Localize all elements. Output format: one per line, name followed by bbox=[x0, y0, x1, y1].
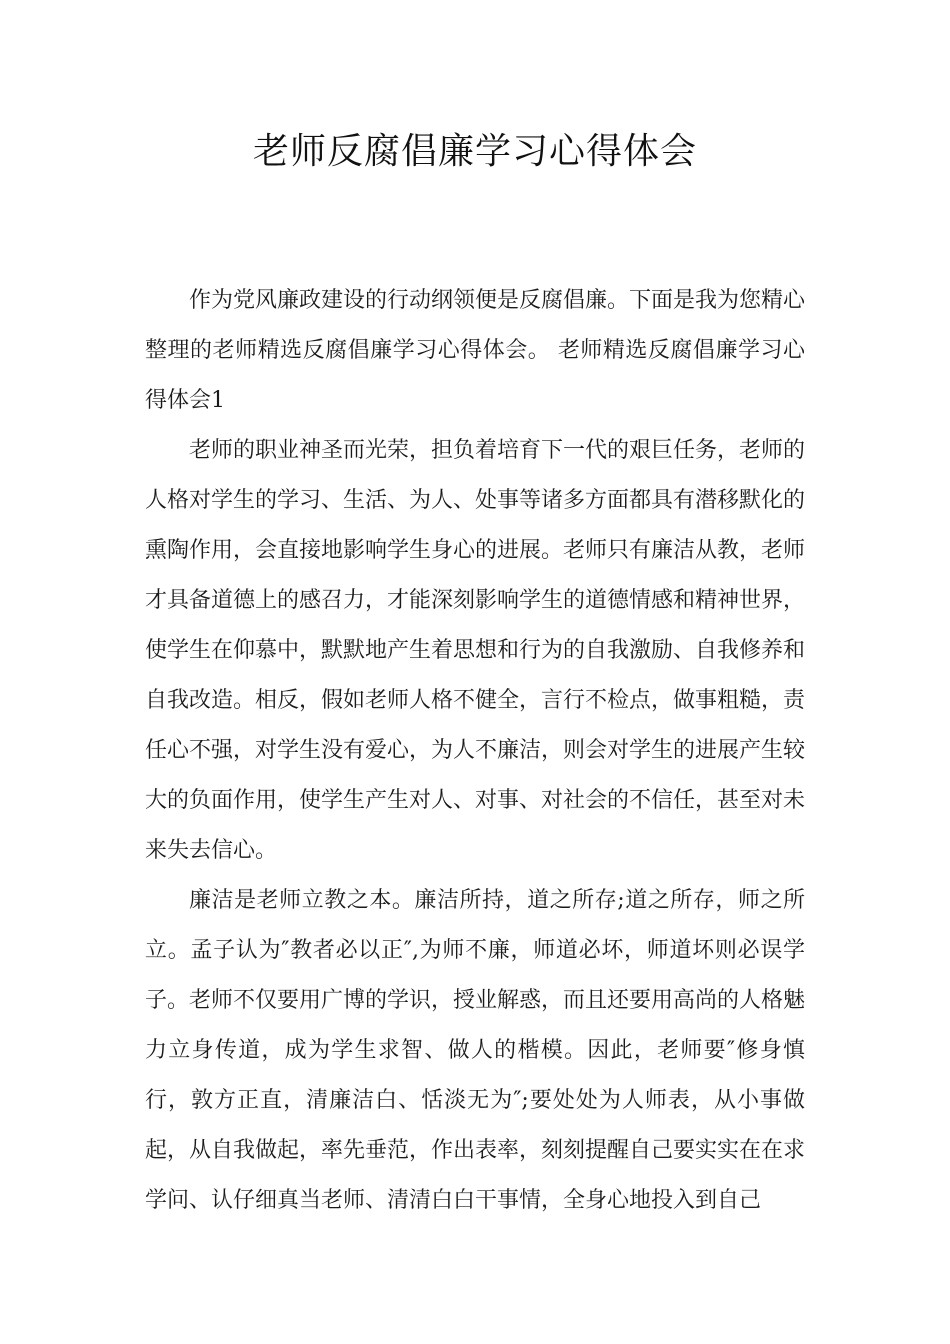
document-title: 老师反腐倡廉学习心得体会 bbox=[252, 131, 697, 172]
paragraph-intro: 作为党风廉政建设的行动纲领便是反腐倡廉。下面是我为您精心整理的老师精选反腐倡廉学习心得体会。 老师精选反腐倡廉学习心得体会1 bbox=[145, 288, 806, 413]
document-body bbox=[145, 276, 805, 1226]
paragraph-teacher-role: 老师的职业神圣而光荣，担负着培育下一代的艰巨任务，老师的人格对学生的学习、生活、为人、处事等诸多方面都具有潜移默化的熏陶作用，会直接地影响学生身心的进展。老师只有廉洁从教，老师才具备道德上的感召力，才能深刻影响学生的道德情感和精神世界，使学生在仰慕中，默默地产生着思想和行为的自我激励、自我修养和自我改造。相反，假如老师人格不健全，言行不检点，做事粗糙，责任心不强，对学生没有爱心，为人不廉洁，则会对学生的进展产生较大的负面作用，使学生产生对人、对事、对社会的不信任，甚至对未来失去信心。 bbox=[145, 438, 806, 863]
paragraph-integrity: 廉洁是老师立教之本。廉洁所持，道之所存;道之所存，师之所立。孟子认为″教者必以正″,为师不廉，师道必坏，师道坏则必误学子。老师不仅要用广博的学识，授业解惑，而且还要用高尚的人格魅力立身传道，成为学生求智、做人的楷模。因此，老师要″修身慎行，敦方正直，清廉洁白、恬淡无为″;要处处为人师表，从小事做起，从自我做起，率先垂范，作出表率，刻刻提醒自己要实实在在求学问、认仔细真当老师、清清白白干事情，全身心地投入到自己 bbox=[145, 888, 806, 1213]
